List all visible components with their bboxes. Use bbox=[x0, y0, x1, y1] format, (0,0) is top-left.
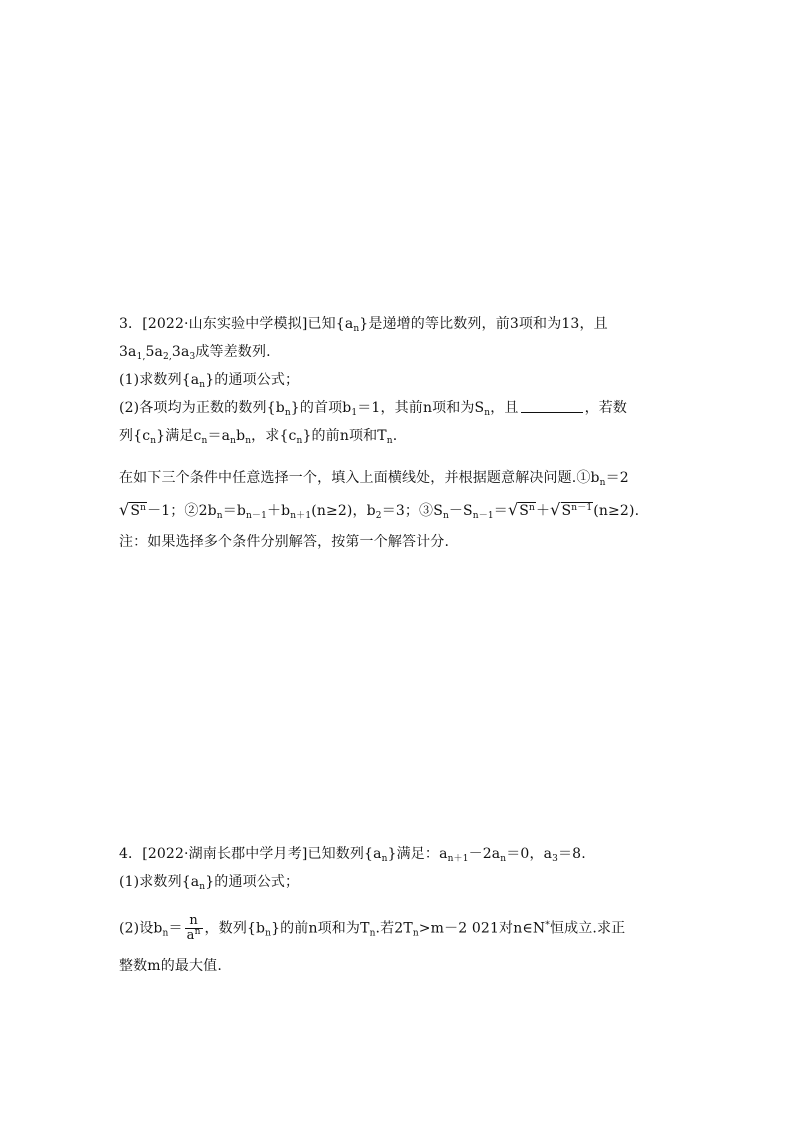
radical-sn-2: $√S^n$ bbox=[507, 500, 535, 519]
radical-sn-minus-1: $√S^{n-1}$ bbox=[550, 500, 593, 519]
answer-blank bbox=[521, 400, 583, 413]
problem-4-part-2-line-1: (2)设$b_n=$ $\frac{n}{a^n}$ ，数列$\{b_n\}$的前n项和为$T_n$.若$2T_n>m-2$ 021对n∈N*恒成立.求正 bbox=[119, 913, 626, 943]
problem-3-part-2-line-2: 列$\{c_n\}$满足$c_n=a_nb_n$，求$\{c_n\}$的前n项和$T_n$. bbox=[119, 428, 398, 446]
conditions-intro: 在如下三个条件中任意选择一个，填入上面横线处，并根据题意解决问题$.①b_n=2$ bbox=[119, 470, 629, 488]
problem-3-part-2-line-1: (2)各项均为正数的数列$\{b_n\}$的首项$b_1=1$，其前n项和为$S_n$，且 ，若数 bbox=[119, 400, 628, 418]
conditions-line: $√S^n-1$；$②2b_n=b_{n-1}+b_{n+1}(n\ge 2)$，$b_2=3$；$③S_n-S_{n-1}=√S^n+√S^{n-1}(n\ge 2)$. bbox=[119, 500, 640, 521]
problem-4-line-1: 4．[2022·湖南长郡中学月考]已知数列$\{a_n\}$满足：$a_{n+1}-2a_n=0$，$a_3=8$. bbox=[119, 846, 586, 864]
problem-4-part-2-line-2: 整数m的最大值. bbox=[119, 958, 222, 974]
fraction-n-over-a-n: $\frac{n}{a^n}$ bbox=[186, 913, 201, 943]
problem-3-line-1: 3．[2022·山东实验中学模拟]已知$\{a_n\}$是递增的等比数列，前3项和为13，且 bbox=[119, 316, 608, 334]
problem-3-line-2: $3a_{1,}5a_{2,}3a_3$成等差数列. bbox=[119, 344, 271, 362]
problem-3-part-1: (1)求数列$\{a_n\}$的通项公式； bbox=[119, 372, 300, 390]
radical-sn-1: $√S^n$ bbox=[119, 500, 147, 519]
problem-4-part-1: (1)求数列$\{a_n\}$的通项公式； bbox=[119, 874, 300, 892]
scoring-note: 注：如果选择多个条件分别解答，按第一个解答计分. bbox=[119, 534, 450, 550]
